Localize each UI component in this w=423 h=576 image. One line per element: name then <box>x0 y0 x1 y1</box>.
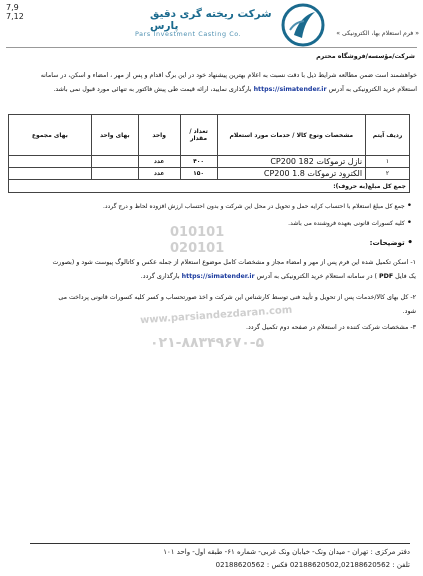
header-item-no: ردیف آیتم <box>366 115 410 156</box>
watermark-phone: ۰۲۱-۸۸۳۴۹۶۷۰-۵ <box>150 335 265 351</box>
header-unit-price: بهای واحد <box>91 115 138 156</box>
explanations-title-text: توضیحات: <box>369 238 405 247</box>
row-description: نازل ترموکات CP200 182 <box>217 156 366 168</box>
simatender-link-2[interactable]: https://simatender.ir <box>181 273 255 280</box>
row-unit: عدد <box>138 156 180 168</box>
footer-phones: تلفن : 02188620502,02188620562 فکس : 02188620562 <box>215 561 410 569</box>
corner-number-bottom: 7,12 <box>6 12 24 21</box>
watermark-site: www.parsiandezdaran.com <box>139 304 293 327</box>
row-total[interactable] <box>9 156 92 168</box>
intro-line-2-pre: استعلام خرید الکترونیکی به آدرس <box>328 86 417 93</box>
pdf-label: PDF <box>378 273 394 280</box>
header-divider <box>6 47 417 48</box>
explanations-title <box>8 238 413 248</box>
row-number: ۱ <box>366 156 410 168</box>
explanation-1-line-2 <box>6 271 416 283</box>
explanation-1-pre: یک فایل <box>395 273 416 280</box>
header-unit: واحد <box>138 115 180 156</box>
bullet-icon: • <box>407 238 413 248</box>
explanation-1-post: بارگذاری گردد. <box>140 273 180 280</box>
header-total-price: بهای مجموع <box>9 115 92 156</box>
company-name: شرکت ریخته گری دقیق پارس <box>150 8 272 32</box>
explanation-1-mid: ) در سامانه استعلام خرید الکترونیکی به آدرس <box>256 273 377 280</box>
items-table <box>8 114 410 193</box>
note-1 <box>8 201 412 212</box>
header-quantity: تعداد / مقدار <box>180 115 217 156</box>
corner-number-top: 7,9 <box>6 3 19 12</box>
row-quantity: ۴۰۰ <box>180 156 217 168</box>
total-in-words-label: جمع کل مبلغ(به حروف): <box>9 180 410 193</box>
intro-line-1: خواهشمند است ضمن مطالعه شرایط ذیل با دقت نسبت به اعلام بهترین پیشنهاد خود در این برگ اقدام و پس از مهر ، امضاء و اسکن، در سامانه <box>40 72 417 79</box>
explanation-2-line-1: ۲- کل بهای کالا/خدمات پس از تحویل و تأیید فنی توسط کارشناس این شرکت و اخذ صورتحساب و کسر کلیه کسورات قانونی پرداخت می <box>58 294 416 301</box>
table-row <box>9 168 410 180</box>
footer-divider <box>30 543 410 544</box>
table-row <box>9 156 410 168</box>
table-header-row <box>9 115 410 156</box>
explanation-1-line-1: ۱- اسکن تکمیل شده این فرم پس از مهر و امضاء مجاز و مشخصات کامل موضوع استعلام از جمله عکس و کاتالوگ پیوست شود و (بصورت <box>52 259 416 266</box>
addressee-line: شرکت/مؤسسه/فروشگاه محترم <box>316 53 415 60</box>
row-description: الکترود ترموکات CP200 1.8 <box>217 168 366 180</box>
footer-address: دفتر مرکزی : تهران - میدان ونک- خیابان ونک غربی- شماره ۶۱- طبقه اول- واحد ۱۰۱ <box>163 548 410 556</box>
company-latin-name: Pars Investment Casting Co. <box>135 30 242 38</box>
simatender-link[interactable]: https://simatender.ir <box>253 86 327 93</box>
explanation-3: ۳- مشخصات شرکت کننده در استعلام در صفحه دوم تکمیل گردد. <box>245 324 416 331</box>
row-quantity: ۱۵۰ <box>180 168 217 180</box>
row-unit: عدد <box>138 168 180 180</box>
bullet-icon: • <box>406 218 412 228</box>
note-1-text: جمع کل مبلغ استعلام با احتساب کرایه حمل و تحویل در محل این شرکت و بدون احتساب ارزش افزوده لحاظ و درج گردد. <box>103 203 405 210</box>
row-unit-price[interactable] <box>91 156 138 168</box>
bullet-icon: • <box>406 201 412 211</box>
intro-line-2 <box>6 84 417 96</box>
row-number: ۲ <box>366 168 410 180</box>
note-2-text: کلیه کسورات قانونی بعهده فروشنده می باشد. <box>288 220 405 227</box>
form-title: « فرم استعلام بها، الکترونیکی » <box>336 30 419 37</box>
watermark-digits-1: 010101 <box>170 225 225 240</box>
row-unit-price[interactable] <box>91 168 138 180</box>
company-logo-icon <box>280 2 326 48</box>
explanation-2-line-2: شود. <box>402 308 416 315</box>
row-total[interactable] <box>9 168 92 180</box>
header-description: مشخصات ونوع کالا / خدمات مورد استعلام <box>217 115 366 156</box>
intro-line-2-post: بارگذاری نمایید، ارائه قیمت طی پیش فاکتور به تنهائی مورد قبول نمی باشد. <box>53 86 252 93</box>
watermark-digits-2: 020101 <box>170 241 225 256</box>
total-row <box>9 180 410 193</box>
